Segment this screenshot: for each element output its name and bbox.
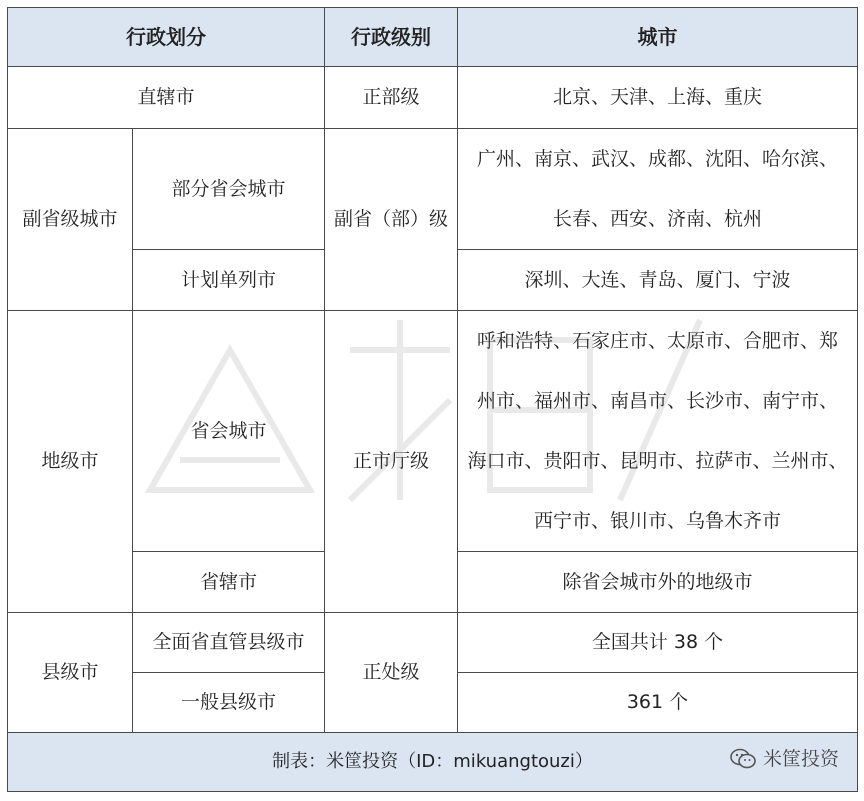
- wechat-icon: [729, 747, 757, 771]
- subdivision-cell: 部分省会城市: [133, 129, 325, 250]
- city-line: 西宁市、银川市、乌鲁木齐市: [533, 510, 781, 532]
- level-cell: 副省（部）级: [325, 129, 458, 311]
- city-cell: 北京、天津、上海、重庆: [458, 67, 858, 129]
- level-cell: 正处级: [325, 613, 458, 733]
- subdivision-cell: 计划单列市: [133, 250, 325, 311]
- subdivision-cell: 一般县级市: [133, 673, 325, 733]
- table-row: [8, 67, 858, 129]
- table-row: [8, 311, 858, 552]
- footer-cell: [8, 733, 858, 792]
- division-cell: 直辖市: [8, 67, 325, 129]
- subdivision-cell: 全面省直管县级市: [133, 613, 325, 673]
- footer-caption: 制表：米筐投资（ID：mikuangtouzi）: [272, 751, 593, 773]
- subdivision-cell: 省辖市: [133, 552, 325, 613]
- division-cell: 地级市: [8, 311, 133, 613]
- city-cell: 361 个: [458, 673, 858, 733]
- city-cell: [458, 129, 858, 250]
- table-row: [8, 613, 858, 673]
- city-cell: 深圳、大连、青岛、厦门、宁波: [458, 250, 858, 311]
- division-cell: 副省级城市: [8, 129, 133, 311]
- city-cell: 全国共计 38 个: [458, 613, 858, 673]
- division-cell: 县级市: [8, 613, 133, 733]
- brand-badge: [729, 747, 839, 771]
- admin-division-table: [7, 7, 858, 792]
- city-line: 海口市、贵阳市、昆明市、拉萨市、兰州市、: [467, 450, 848, 472]
- footer-row: [8, 733, 858, 792]
- city-line: 呼和浩特、石家庄市、太原市、合肥市、郑: [476, 330, 838, 352]
- city-cell: 除省会城市外的地级市: [458, 552, 858, 613]
- city-cell: [458, 311, 858, 552]
- city-line: 长春、西安、济南、杭州: [552, 208, 762, 230]
- city-line: 广州、南京、武汉、成都、沈阳、哈尔滨、: [476, 148, 838, 170]
- header-city: 城市: [458, 8, 858, 67]
- subdivision-cell: 省会城市: [133, 311, 325, 552]
- header-level: 行政级别: [325, 8, 458, 67]
- header-row: [8, 8, 858, 67]
- city-line: 州市、福州市、南昌市、长沙市、南宁市、: [476, 390, 838, 412]
- table-row: [8, 129, 858, 250]
- level-cell: 正市厅级: [325, 311, 458, 613]
- brand-name: 米筐投资: [762, 747, 839, 770]
- level-cell: 正部级: [325, 67, 458, 129]
- header-division: 行政划分: [8, 8, 325, 67]
